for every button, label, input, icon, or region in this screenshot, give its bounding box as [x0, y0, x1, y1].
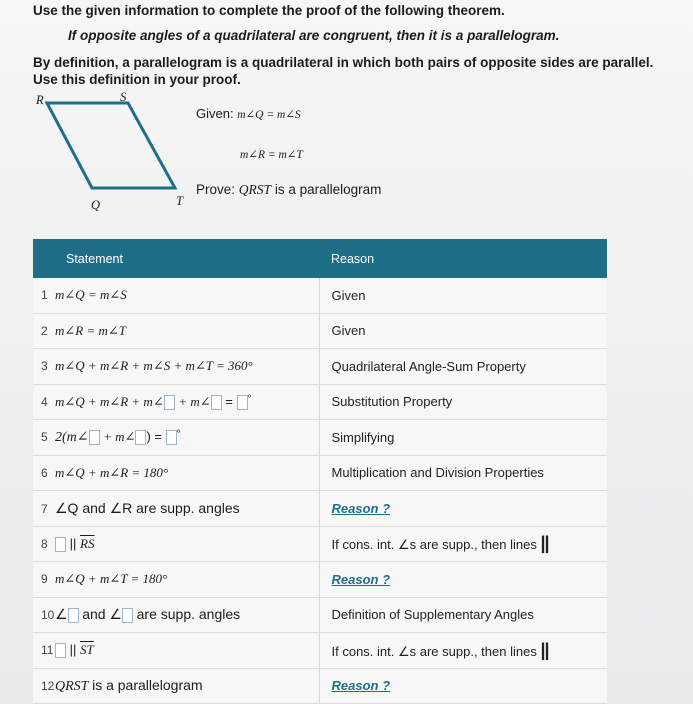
segment-input[interactable]	[55, 643, 66, 658]
statement-cell	[33, 384, 319, 420]
reason-cell	[319, 491, 607, 527]
definition-instruction: Use this definition in your proof.	[33, 72, 241, 87]
prove-block	[196, 182, 381, 198]
statement-cell	[33, 597, 319, 633]
statement-text: m∠Q + m∠R + m∠	[55, 393, 164, 409]
statement-text: m∠Q = m∠S	[55, 287, 127, 303]
angle-input[interactable]	[164, 395, 175, 410]
statement-text: m∠Q + m∠T = 180°	[55, 571, 168, 587]
table-row	[33, 278, 607, 313]
segment-input[interactable]	[55, 537, 66, 552]
statement-cell	[33, 668, 319, 704]
statement-cell	[33, 633, 319, 669]
table-row	[33, 384, 607, 420]
statement-header: Statement	[33, 239, 319, 278]
table-row	[33, 455, 607, 491]
row-number: 3	[41, 359, 48, 374]
table-row	[33, 491, 607, 527]
equals-sign: =	[225, 393, 233, 409]
table-row	[33, 562, 607, 598]
reason-cell: Definition of Supplementary Angles	[319, 597, 607, 633]
prove-figure: QRST	[238, 182, 272, 197]
reason-text: If cons. int. ∠s are supp., then lines	[331, 537, 537, 553]
reason-cell: Simplifying	[319, 420, 607, 456]
row-number: 1	[41, 288, 48, 303]
reason-cell: Multiplication and Division Properties	[319, 455, 607, 491]
row-number: 8	[41, 536, 48, 551]
degree-symbol: °	[247, 393, 252, 405]
vertex-q-label: Q	[91, 198, 101, 212]
prove-label: Prove:	[196, 182, 236, 197]
reason-cell	[319, 526, 607, 562]
degree-input[interactable]	[237, 395, 248, 410]
definition-text: By definition, a parallelogram is a quadrilateral in which both pairs of opposite sides are parallel.	[33, 55, 654, 70]
reason-cell: Quadrilateral Angle-Sum Property	[319, 349, 607, 385]
row-number: 12	[41, 678, 55, 693]
vertex-s-label: S	[120, 90, 127, 104]
reason-link[interactable]: Reason ?	[331, 678, 391, 694]
angle-input[interactable]	[68, 608, 79, 623]
statement-text: m∠Q + m∠R = 180°	[55, 464, 169, 480]
row-number: 4	[41, 394, 48, 409]
statement-text: + m∠	[103, 428, 136, 444]
statement-text: ) =	[146, 428, 162, 444]
vertex-r-label: R	[36, 93, 44, 107]
reason-cell: Given	[319, 313, 607, 349]
statement-figure: QRST	[55, 678, 89, 694]
table-row	[33, 668, 607, 704]
statement-text: are supp. angles	[136, 606, 241, 623]
statement-cell	[33, 420, 319, 456]
given-label: Given:	[196, 106, 234, 121]
angle-input[interactable]	[211, 395, 222, 410]
angle-input[interactable]	[135, 430, 146, 445]
angle-symbol: ∠	[55, 606, 68, 623]
proof-table	[33, 239, 607, 704]
parallel-symbol: ||	[540, 639, 549, 660]
vertex-t-label: T	[176, 194, 183, 208]
parallel-symbol: ||	[69, 535, 77, 551]
angle-input[interactable]	[122, 608, 133, 623]
reason-text: If cons. int. ∠s are supp., then lines	[331, 643, 537, 659]
table-row	[33, 349, 607, 385]
statement-cell	[33, 526, 319, 562]
statement-cell	[33, 313, 319, 349]
parallel-symbol: ||	[540, 533, 549, 554]
segment-label: $\overline{RS}$	[80, 535, 95, 551]
statement-text: m∠Q + m∠R + m∠S + m∠T = 360°	[55, 358, 253, 374]
row-number: 10	[41, 608, 55, 623]
reason-link[interactable]: Reason ?	[331, 500, 391, 516]
row-number: 2	[41, 323, 48, 338]
statement-text: + m∠	[178, 393, 211, 409]
given-line-1: m∠Q = m∠S	[237, 109, 301, 121]
statement-cell	[33, 455, 319, 491]
row-number: 5	[41, 429, 48, 444]
reason-cell: Given	[319, 278, 607, 313]
reason-cell	[319, 668, 607, 704]
row-number: 7	[41, 501, 48, 516]
instruction-text: Use the given information to complete the proof of the following theorem.	[33, 3, 505, 18]
table-row	[33, 526, 607, 562]
theorem-text: If opposite angles of a quadrilateral are congruent, then it is a parallelogram.	[68, 28, 560, 43]
statement-text: ∠Q and ∠R are supp. angles	[55, 499, 240, 516]
table-header	[33, 239, 607, 278]
statement-cell	[33, 278, 319, 313]
statement-cell	[33, 562, 319, 598]
table-row	[33, 313, 607, 349]
row-number: 11	[41, 643, 54, 658]
parallel-symbol: ||	[69, 642, 77, 658]
statement-text: 2(m∠	[55, 429, 89, 445]
statement-text: m∠R = m∠T	[55, 322, 127, 338]
reason-header: Reason	[319, 239, 607, 278]
row-number: 6	[41, 465, 48, 480]
reason-cell	[319, 633, 607, 669]
parallelogram-shape	[47, 103, 175, 188]
reason-link[interactable]: Reason ?	[331, 571, 391, 587]
angle-input[interactable]	[89, 430, 100, 445]
table-row	[33, 633, 607, 669]
degree-input[interactable]	[166, 430, 177, 445]
reason-cell	[319, 562, 607, 598]
statement-text: is a parallelogram	[92, 676, 203, 693]
table-row	[33, 420, 607, 456]
parallelogram-figure	[30, 88, 200, 213]
prove-text: is a parallelogram	[274, 182, 382, 197]
statement-cell	[33, 491, 319, 527]
statement-text: and ∠	[82, 606, 122, 623]
table-row	[33, 597, 607, 633]
statement-cell	[33, 349, 319, 385]
degree-symbol: °	[176, 428, 181, 440]
row-number: 9	[41, 572, 48, 587]
segment-label: $\overline{ST}$	[80, 642, 94, 658]
given-block	[196, 106, 301, 121]
reason-cell: Substitution Property	[319, 384, 607, 420]
given-line-2: m∠R = m∠T	[240, 149, 303, 161]
